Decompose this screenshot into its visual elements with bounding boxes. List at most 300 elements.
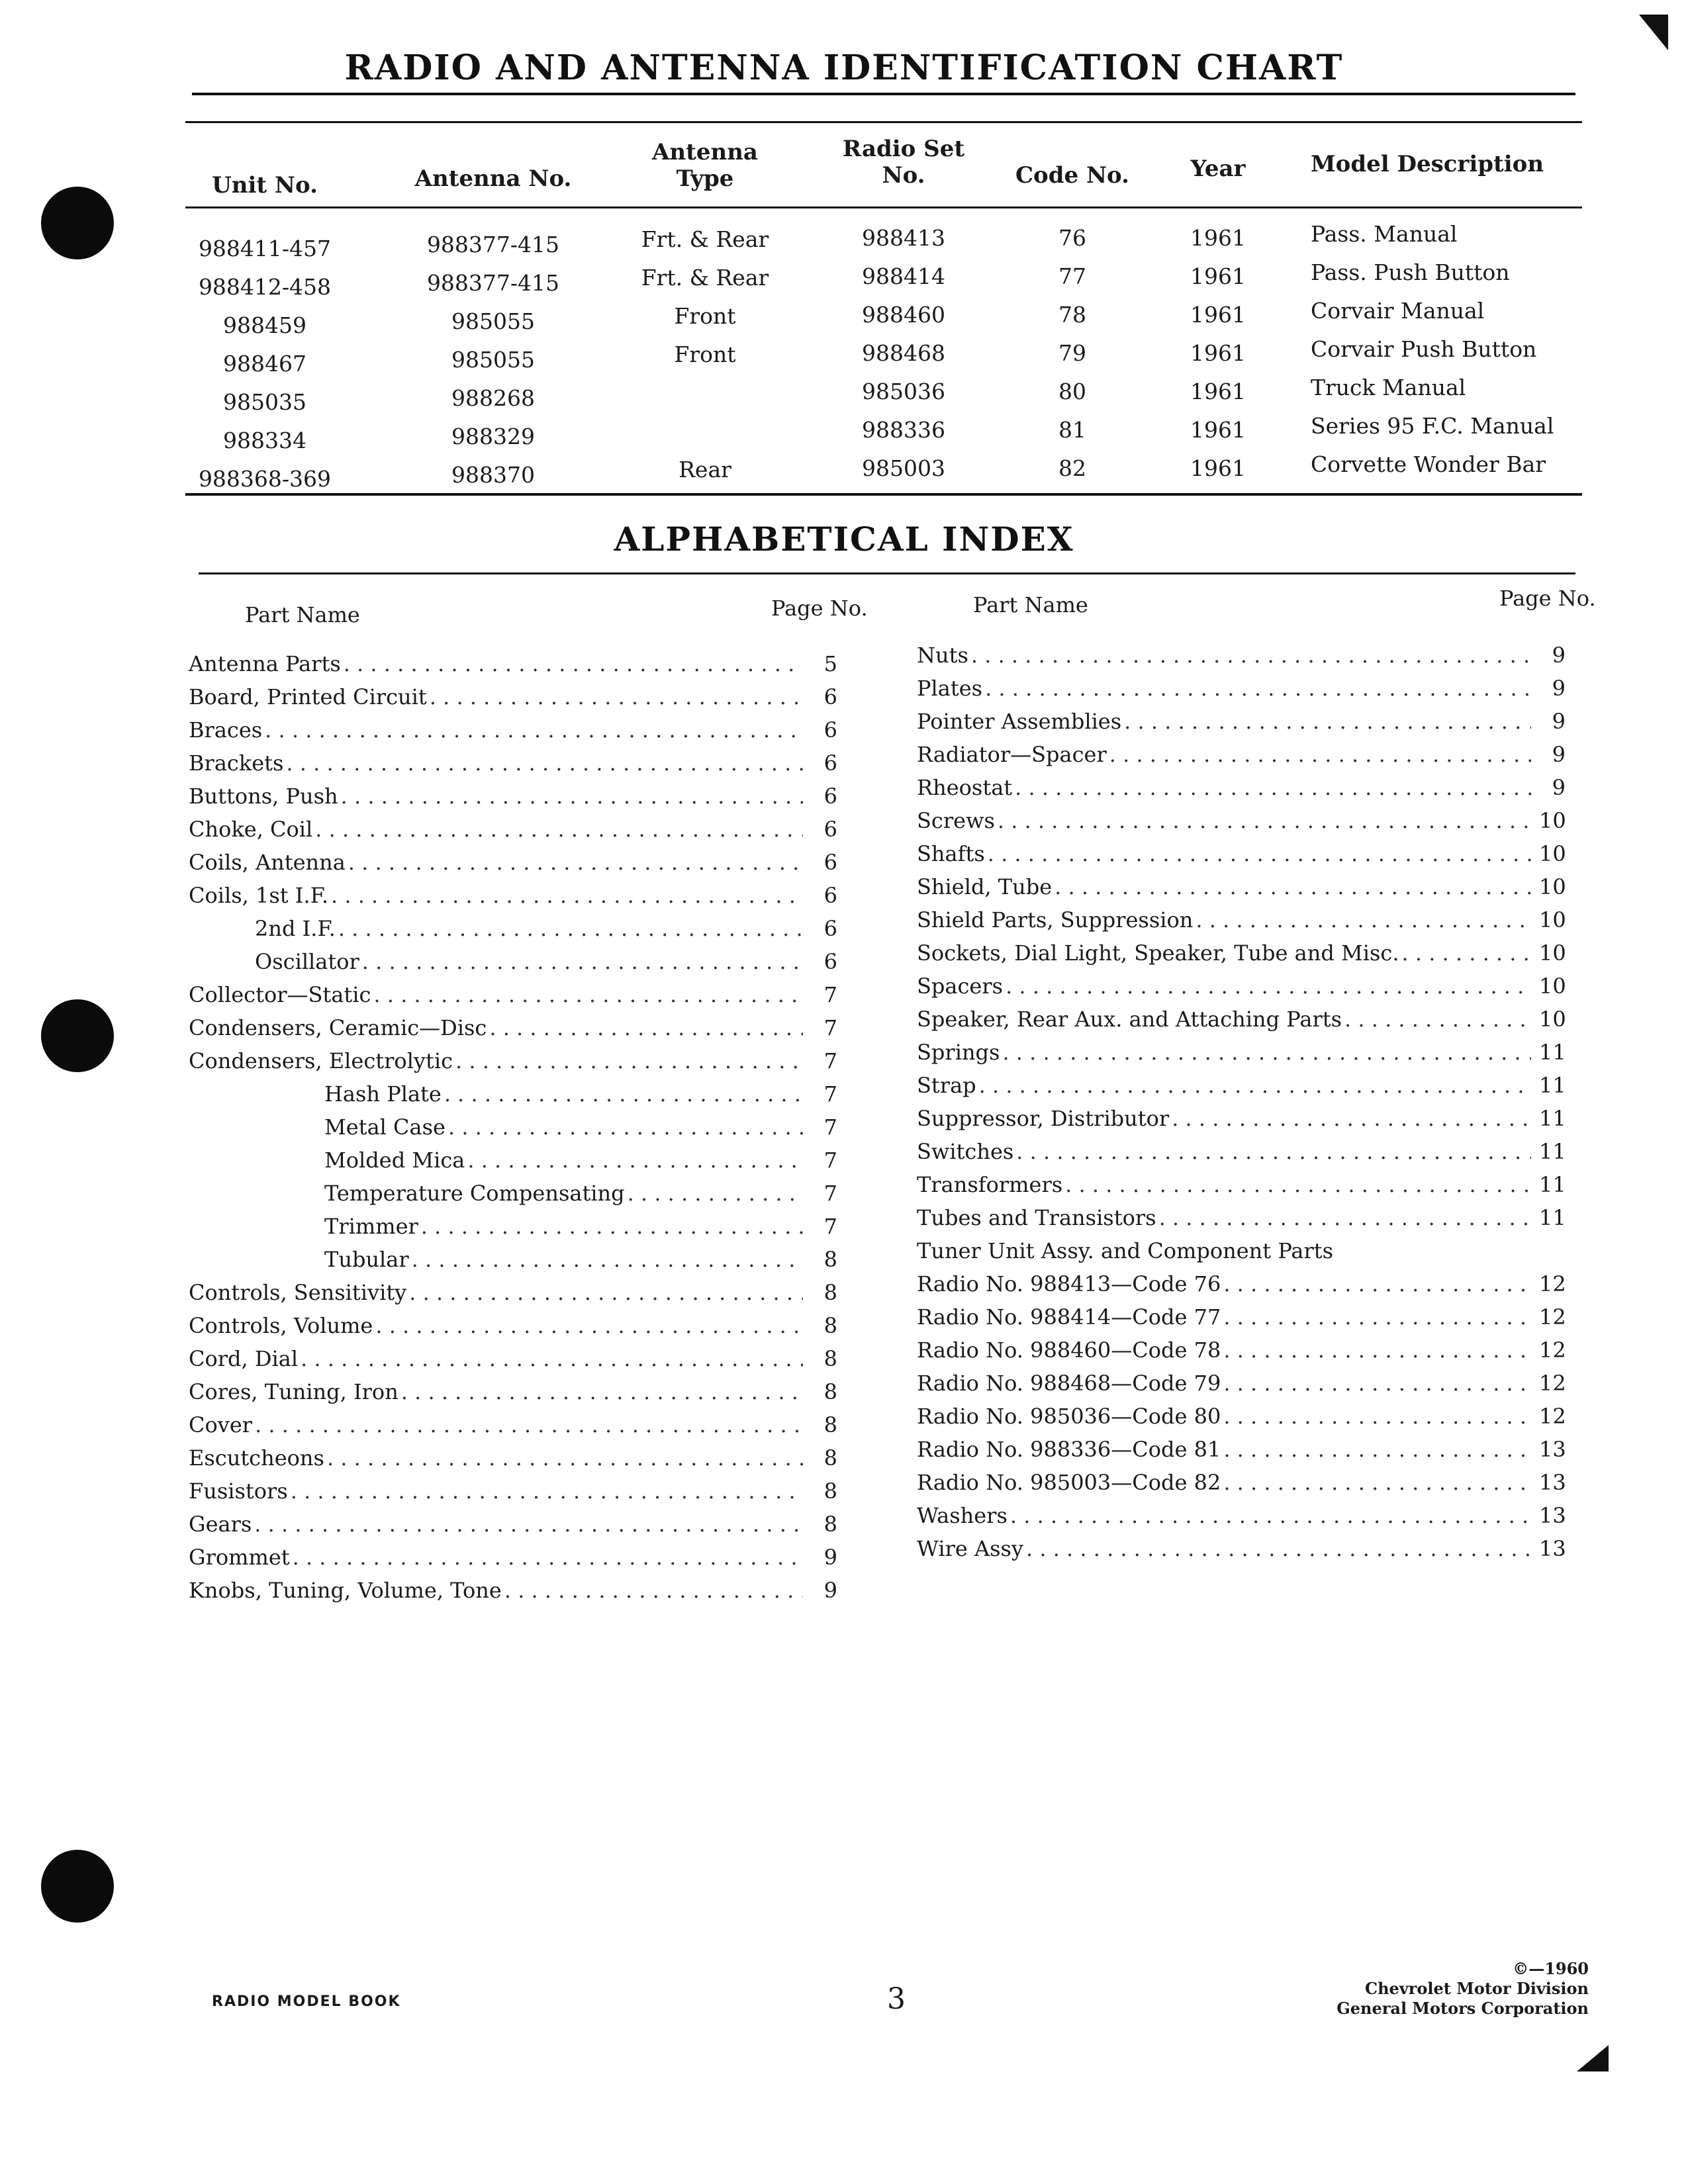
index-entry [917,1102,1566,1135]
index-entry-page: 10 [1539,940,1566,966]
dot-leader [301,1342,803,1375]
cell-unit: 988459 [223,312,306,338]
index-entry [917,639,1566,672]
dot-leader [373,978,803,1011]
index-entry-name: Hash Plate [324,1081,442,1107]
index-entry [189,879,837,912]
dot-leader [628,1177,803,1210]
dot-leader [315,813,803,846]
index-entry-name: Suppressor, Distributor [917,1106,1170,1131]
dot-leader [265,713,803,747]
cell-radio-set: 985036 [862,379,945,404]
index-entry [917,1069,1566,1102]
index-entry [917,936,1566,970]
index-entry [189,1044,837,1077]
index-entry [189,1177,837,1210]
index-entry-page: 8 [823,1280,837,1305]
dot-leader [971,639,1531,672]
dot-leader [1124,705,1531,738]
index-entry [917,1499,1566,1532]
index-entry-page: 11 [1539,1040,1566,1065]
index-entry-name: Radio No. 988336—Code 81 [917,1437,1221,1462]
index-entry-page: 7 [823,1081,837,1107]
index-entry-name: Fusistors [189,1479,288,1504]
index-entry-page: 7 [823,1015,837,1040]
index-entry-name: Grommet [189,1545,290,1570]
index-entry [917,771,1566,804]
cell-radio-set: 988414 [862,263,945,289]
index-entry-page: 9 [1552,676,1566,701]
index-entry-page: 8 [823,1346,837,1371]
cell-antenna-type: Rear [679,457,731,482]
index-entry-name: Brackets [189,751,284,776]
dot-leader [1402,936,1532,970]
dot-leader [448,1111,803,1144]
index-entry-name: Washers [917,1503,1008,1528]
index-entry-page: 11 [1539,1205,1566,1230]
dot-leader [331,879,803,912]
index-entry-page: 6 [823,883,837,908]
index-entry-page: 6 [823,817,837,842]
index-entry-name: Coils, 1st I.F. [189,883,328,908]
index-entry [917,1234,1566,1267]
index-entry-page: 9 [1552,643,1566,668]
cell-unit: 988368-369 [198,466,332,492]
dot-leader [1015,771,1531,804]
index-entry-page: 6 [823,949,837,974]
index-entry [189,1508,837,1541]
index-entry-name: Antenna Parts [189,651,341,676]
index-entry-page: 8 [823,1512,837,1537]
index-entry [189,978,837,1011]
cell-year: 1961 [1190,455,1246,481]
dot-leader [1223,1466,1531,1499]
index-entry-page: 9 [1552,742,1566,767]
dot-leader [1172,1102,1531,1135]
index-entry [917,1367,1566,1400]
dot-leader [444,1077,803,1111]
cell-code: 80 [1058,379,1086,404]
index-entry-name: Molded Mica [324,1148,465,1173]
index-entry-page: 8 [823,1445,837,1471]
index-entry-page: 12 [1539,1371,1566,1396]
header-code-no: Code No. [1015,162,1129,189]
index-entry [189,912,837,945]
index-entry-page: 7 [823,1214,837,1239]
dot-leader [430,680,803,713]
header-year: Year [1190,156,1246,182]
index-entry-page: 6 [823,784,837,809]
dot-leader [1196,903,1531,936]
index-entry-name: Metal Case [324,1115,445,1140]
cell-radio-set: 985003 [862,455,945,481]
dot-leader [293,1541,803,1574]
cell-antenna: 988377-415 [426,232,560,257]
index-entry-page: 6 [823,850,837,875]
left-page-no-heading: Page No. [771,596,868,621]
cell-model: Corvette Wonder Bar [1311,451,1546,477]
index-entry-name: Wire Assy [917,1536,1023,1561]
cell-year: 1961 [1190,379,1246,404]
index-entry [189,1475,837,1508]
cell-code: 81 [1058,417,1086,443]
cell-model: Series 95 F.C. Manual [1311,413,1554,439]
cell-model: Corvair Push Button [1311,336,1537,362]
index-entry-name: Spacers [917,974,1004,999]
index-entry-name: Radio No. 988413—Code 76 [917,1271,1221,1297]
index-entry-page: 8 [823,1313,837,1338]
corner-mark-bottom-right [1577,2045,1609,2071]
chart-top-rule [192,93,1575,95]
index-entry-name: Escutcheons [189,1445,324,1471]
index-entry-name: Radio No. 988414—Code 77 [917,1304,1221,1330]
punch-hole-middle [41,999,114,1072]
index-entry [917,705,1566,738]
index-entry [189,846,837,879]
cell-antenna-type: Frt. & Rear [641,265,769,291]
index-entry-name: Controls, Sensitivity [189,1280,407,1305]
cell-year: 1961 [1190,302,1246,328]
cell-antenna: 988329 [451,424,535,449]
cell-code: 79 [1058,340,1086,366]
index-entry-page: 11 [1539,1073,1566,1098]
index-entry-page: 8 [823,1479,837,1504]
dot-leader [255,1408,803,1441]
index-entry [189,1210,837,1243]
index-entry-page: 7 [823,1115,837,1140]
index-entry-page: 10 [1539,1007,1566,1032]
index-entry [917,1267,1566,1300]
header-radio-set-no: Radio Set No. [842,136,965,189]
index-entry-page: 6 [823,717,837,743]
index-entry-page: 13 [1539,1503,1566,1528]
index-entry-page: 6 [823,916,837,941]
index-entry [189,1441,837,1475]
index-entry-page: 8 [823,1247,837,1272]
index-entry-name: Knobs, Tuning, Volume, Tone [189,1578,502,1603]
index-entry [917,738,1566,771]
footer-publisher [1336,1959,1589,2019]
chart-header-row [185,132,1582,199]
index-entry [189,713,837,747]
index-entry-name: Screws [917,808,995,833]
footer-page-number: 3 [887,1982,906,2016]
index-entry-page: 8 [823,1412,837,1437]
index-entry-page: 10 [1539,974,1566,999]
index-entry-page: 10 [1539,907,1566,933]
header-model-description: Model Description [1311,151,1544,177]
dot-leader [401,1375,803,1408]
index-entry-page: 7 [823,1148,837,1173]
index-entry-page: 10 [1539,808,1566,833]
cell-unit: 985035 [223,389,306,415]
index-entry-name: Temperature Compensating [324,1181,625,1206]
dot-leader [1006,970,1531,1003]
index-entry-name: Cord, Dial [189,1346,299,1371]
cell-model: Corvair Manual [1311,298,1485,324]
cell-year: 1961 [1190,340,1246,366]
index-entry-name: Plates [917,676,983,701]
index-entry-name: Choke, Coil [189,817,313,842]
index-entry-page: 6 [823,751,837,776]
index-entry-page: 5 [823,651,837,676]
punch-hole-bottom [41,1850,114,1923]
right-part-name-heading: Part Name [973,592,1088,617]
index-entry [189,680,837,713]
index-entry-page: 12 [1539,1404,1566,1429]
index-entry-page: 6 [823,684,837,709]
index-entry-name: Coils, Antenna [189,850,346,875]
index-entry-page: 13 [1539,1536,1566,1561]
index-entry-page: 7 [823,1181,837,1206]
index-entry-page: 13 [1539,1470,1566,1495]
cell-antenna: 985055 [451,347,535,373]
dot-leader [1002,1036,1531,1069]
index-entry [917,903,1566,936]
index-title: ALPHABETICAL INDEX [614,520,1074,559]
index-entry [189,1574,837,1607]
index-entry-name: Tuner Unit Assy. and Component Parts [917,1238,1334,1263]
index-entry [917,1300,1566,1334]
index-entry [917,672,1566,705]
index-entry-name: Transformers [917,1172,1063,1197]
index-entry-name: Collector—Static [189,982,371,1007]
cell-radio-set: 988413 [862,225,945,251]
index-entry-page: 10 [1539,874,1566,899]
index-entry-page: 10 [1539,841,1566,866]
index-entry-page: 12 [1539,1271,1566,1297]
dot-leader [338,912,803,945]
index-entry-name: Shafts [917,841,985,866]
footer-division: Chevrolet Motor Division [1365,1979,1589,1998]
dot-leader [348,846,803,879]
dot-leader [985,672,1531,705]
dot-leader [375,1309,803,1342]
cell-antenna-type: Frt. & Rear [641,226,769,252]
chart-header-bottom-rule [185,206,1582,208]
dot-leader [489,1011,803,1044]
index-entry [189,1243,837,1276]
index-entry-page: 9 [823,1545,837,1570]
cell-unit: 988467 [223,351,306,377]
dot-leader [341,780,803,813]
index-entry [917,1036,1566,1069]
index-entry-name: Strap [917,1073,976,1098]
index-entry [917,1532,1566,1565]
header-antenna-no: Antenna No. [414,165,572,192]
cell-year: 1961 [1190,225,1246,251]
index-entry-page: 11 [1539,1172,1566,1197]
chart-bottom-rule [185,493,1582,496]
corner-mark-top-right [1639,15,1668,50]
index-entry-name: Radio No. 985003—Code 82 [917,1470,1221,1495]
cell-antenna: 988377-415 [426,270,560,296]
index-entry [189,1342,837,1375]
index-entry-page: 7 [823,1048,837,1073]
cell-code: 76 [1058,225,1086,251]
index-entry-name: Tubular [324,1247,409,1272]
index-entry-name: Pointer Assemblies [917,709,1122,734]
header-antenna-type: Antenna Type [652,139,758,192]
index-entry [189,1276,837,1309]
dot-leader [467,1144,803,1177]
cell-year: 1961 [1190,417,1246,443]
index-entry-name: Switches [917,1139,1014,1164]
index-entry-name: Gears [189,1512,252,1537]
footer-copyright: ©—1960 [1513,1959,1589,1978]
index-entry-name: 2nd I.F. [255,916,336,941]
index-entry-page: 7 [823,982,837,1007]
dot-leader [286,747,803,780]
index-entry-name: Board, Printed Circuit [189,684,427,709]
footer-book-title: RADIO MODEL BOOK [212,1993,401,2010]
index-entry-name: Radio No. 988468—Code 79 [917,1371,1221,1396]
dot-leader [1223,1400,1531,1433]
index-entry-name: Condensers, Electrolytic [189,1048,453,1073]
cell-unit: 988411-457 [198,236,332,261]
cell-code: 77 [1058,263,1086,289]
index-entry [189,1144,837,1177]
index-entry-name: Nuts [917,643,968,668]
index-entry [917,1135,1566,1168]
index-entry-name: Shield, Tube [917,874,1053,899]
dot-leader [998,804,1531,837]
index-entry-name: Tubes and Transistors [917,1205,1156,1230]
cell-antenna: 985055 [451,308,535,334]
index-top-rule [199,572,1575,574]
dot-leader [291,1475,803,1508]
index-entry-name: Shield Parts, Suppression [917,907,1194,933]
dot-leader [362,945,803,978]
dot-leader [455,1044,803,1077]
dot-leader [979,1069,1531,1102]
index-entry [917,1466,1566,1499]
index-entry-name: Controls, Volume [189,1313,373,1338]
index-entry [917,1433,1566,1466]
dot-leader [1223,1300,1531,1334]
dot-leader [988,837,1531,870]
index-entry-name: Radio No. 988460—Code 78 [917,1338,1221,1363]
header-unit-no: Unit No. [212,172,318,199]
dot-leader [1223,1367,1531,1400]
cell-radio-set: 988336 [862,417,945,443]
cell-radio-set: 988460 [862,302,945,328]
cell-model: Pass. Push Button [1311,259,1510,285]
index-entry [189,813,837,846]
index-entry [189,1077,837,1111]
dot-leader [1016,1135,1531,1168]
dot-leader [1109,738,1531,771]
index-entry [189,1011,837,1044]
index-entry-name: Buttons, Push [189,784,338,809]
index-entry [917,837,1566,870]
index-entry-name: Cover [189,1412,253,1437]
dot-leader [409,1276,803,1309]
index-entry [917,1334,1566,1367]
cell-code: 82 [1058,455,1086,481]
dot-leader [412,1243,803,1276]
dot-leader [504,1574,803,1607]
index-entry-name: Radiator—Spacer [917,742,1107,767]
dot-leader [1223,1433,1531,1466]
cell-radio-set: 988468 [862,340,945,366]
index-entry [189,1309,837,1342]
dot-leader [421,1210,803,1243]
index-entry [917,970,1566,1003]
index-entry-name: Rheostat [917,775,1013,800]
right-page-no-heading: Page No. [1499,586,1596,611]
index-entry [189,1375,837,1408]
chart-header-top-rule [185,121,1582,123]
dot-leader [327,1441,803,1475]
index-entry-name: Cores, Tuning, Iron [189,1379,399,1404]
cell-year: 1961 [1190,263,1246,289]
index-entry [189,1111,837,1144]
dot-leader [254,1508,803,1541]
index-entry-name: Oscillator [255,949,359,974]
index-entry-page: 9 [1552,709,1566,734]
index-entry [917,1003,1566,1036]
dot-leader [1065,1168,1531,1201]
dot-leader [1344,1003,1531,1036]
index-entry-name: Braces [189,717,263,743]
dot-leader [1010,1499,1531,1532]
index-left-column [189,647,837,1607]
index-entry-name: Condensers, Ceramic—Disc [189,1015,487,1040]
index-entry-page: 13 [1539,1437,1566,1462]
dot-leader [1223,1334,1531,1367]
cell-unit: 988334 [223,428,306,453]
index-entry-name: Trimmer [324,1214,418,1239]
index-entry [189,780,837,813]
punch-hole-top [41,187,114,259]
dot-leader [1159,1201,1531,1234]
index-entry-page: 11 [1539,1106,1566,1131]
index-entry [917,1201,1566,1234]
cell-antenna: 988370 [451,462,535,488]
index-entry [189,945,837,978]
footer-corporation: General Motors Corporation [1336,1999,1589,2018]
index-entry-name: Speaker, Rear Aux. and Attaching Parts [917,1007,1342,1032]
chart-title: RADIO AND ANTENNA IDENTIFICATION CHART [344,48,1344,88]
left-part-name-heading: Part Name [245,602,360,627]
index-entry [189,1408,837,1441]
index-entry-page: 12 [1539,1338,1566,1363]
cell-antenna-type: Front [674,341,736,367]
cell-antenna-type: Front [674,303,736,329]
index-entry [189,647,837,680]
cell-code: 78 [1058,302,1086,328]
index-entry-page: 11 [1539,1139,1566,1164]
cell-model: Pass. Manual [1311,221,1458,247]
cell-model: Truck Manual [1311,375,1466,400]
dot-leader [1026,1532,1531,1565]
index-entry [917,804,1566,837]
index-entry-name: Sockets, Dial Light, Speaker, Tube and Misc. [917,940,1399,966]
index-entry-page: 8 [823,1379,837,1404]
index-entry [917,1400,1566,1433]
index-right-column [917,639,1566,1565]
dot-leader [1055,870,1531,903]
index-entry [189,747,837,780]
index-entry-page: 12 [1539,1304,1566,1330]
index-entry [917,870,1566,903]
index-entry-page: 9 [823,1578,837,1603]
dot-leader [1223,1267,1531,1300]
dot-leader [344,647,803,680]
index-entry-name: Radio No. 985036—Code 80 [917,1404,1221,1429]
index-entry [189,1541,837,1574]
